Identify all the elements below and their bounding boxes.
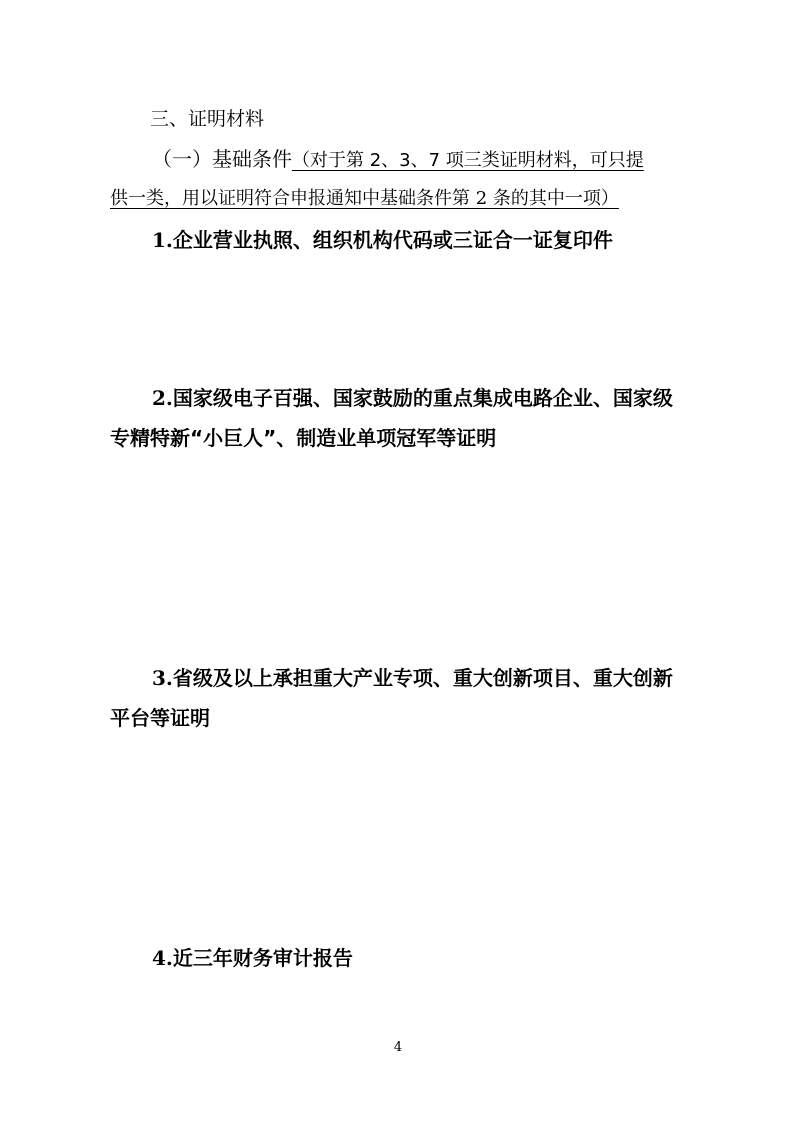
basic-conditions-note-line-1: （对于第 2、3、7 项三类证明材料，可只提 [292,150,644,171]
evidence-item-3-number: 3. [152,666,173,690]
basic-conditions-heading-line [152,145,687,175]
basic-conditions-note-line-2: 供一类，用以证明符合申报通知中基础条件第 2 条的其中一项） [110,188,619,209]
page-number: 4 [393,1040,403,1055]
evidence-item-2 [110,378,690,458]
basic-conditions-heading: （一）基础条件 [152,147,292,171]
evidence-item-4 [152,938,353,978]
evidence-item-2-text: 国家级电子百强、国家鼓励的重点集成电路企业、国家级专精特新“小巨人”、制造业单项冠军等证明 [110,386,673,450]
evidence-item-1-text: 企业营业执照、组织机构代码或三证合一证复印件 [172,228,613,252]
evidence-item-3 [110,658,690,738]
evidence-item-1 [152,220,613,260]
evidence-item-2-number: 2. [152,386,173,410]
section-title: 三、证明材料 [150,108,265,130]
evidence-item-4-number: 4. [152,946,173,970]
evidence-item-1-number: 1. [152,228,173,252]
evidence-item-4-text: 近三年财务审计报告 [172,946,353,970]
evidence-item-3-text: 省级及以上承担重大产业专项、重大创新项目、重大创新平台等证明 [110,666,673,730]
